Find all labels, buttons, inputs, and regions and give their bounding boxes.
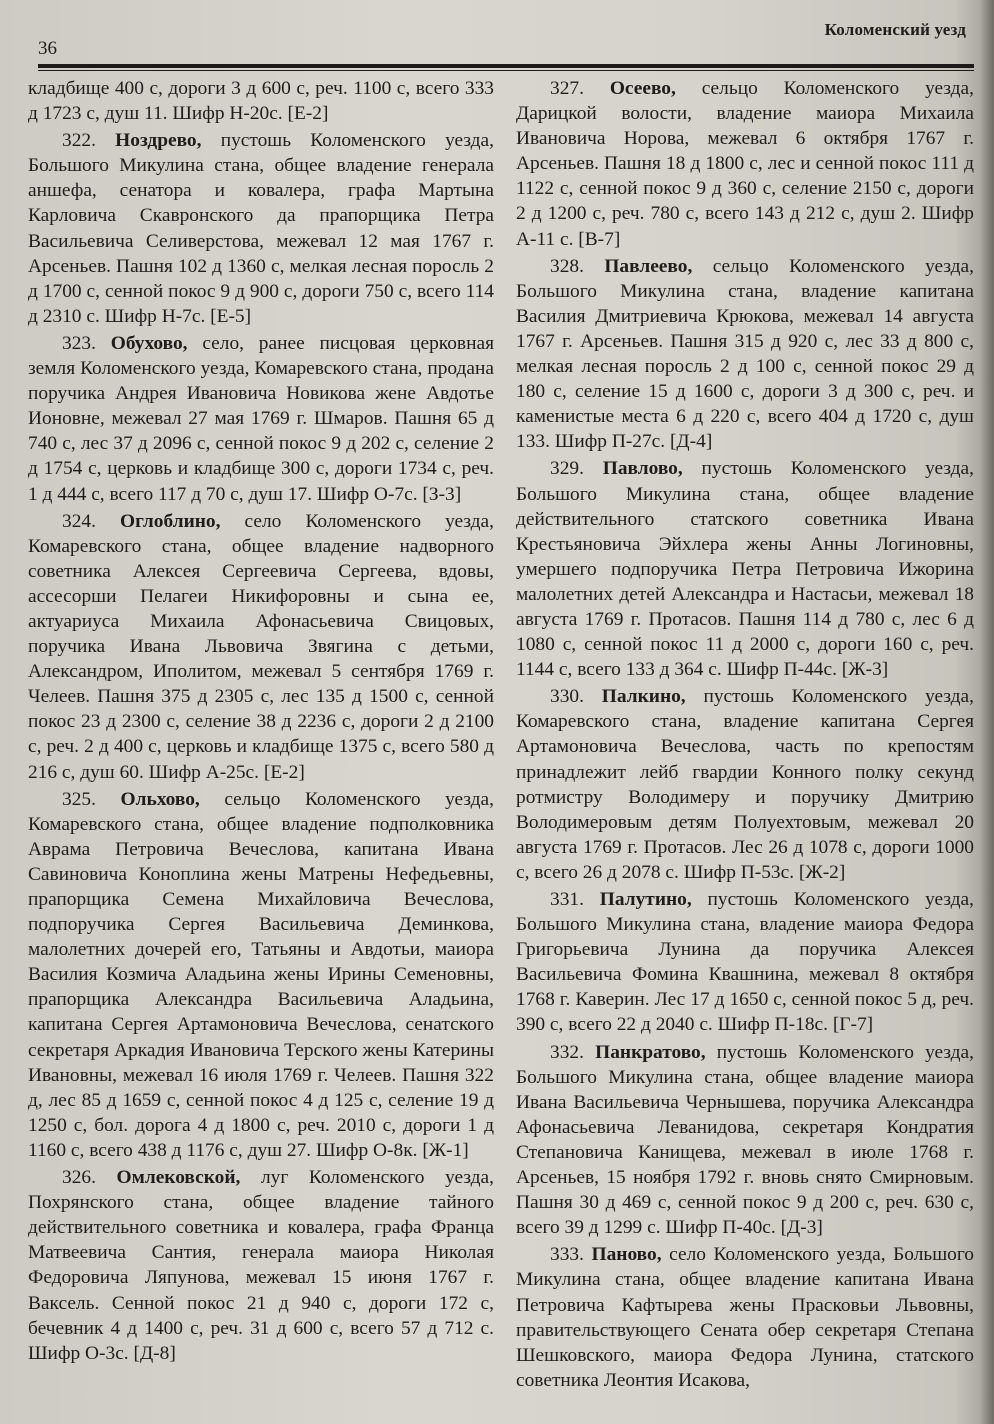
entry: [516, 1040, 974, 1241]
entry-number: 330.: [550, 686, 584, 708]
entry: [516, 254, 974, 455]
entry-place-name: Палкино,: [601, 686, 686, 708]
page-binding-shadow: [980, 0, 994, 1424]
entry-text: луг Коломенского уезда, Похрянского стана, общее владение тайного действительного советника и ковалера, графа Франца Матвеевича Сантия, генерала маиора Николая Федоровича Ляпунова, межевал 15 июня 1767 г. Ваксель. Сенной покос 21 д 940 с, дороги 172 с, бечевник 4 д 1400 с, реч. 31 д 600 с, всего 57 д 712 с. Шифр О-3с. [Д-8]: [28, 1167, 494, 1364]
entry-place-name: Ноздрево,: [115, 130, 202, 152]
entry-place-name: Палутино,: [599, 889, 692, 910]
entry-place-name: Павлово,: [602, 458, 683, 480]
entry-number: 326.: [62, 1167, 96, 1189]
header-rule-thick: [38, 64, 974, 68]
entry-text: село, ранее писцовая церковная земля Коломенского уезда, Комаревского стана, продана поручика Андрея Ивановича Новикова жене Авдотье Ионовне, межевал 27 мая 1769 г. Шмаров. Пашня 65 д 740 с, лес 37 д 2096 с, сенной покос 9 д 202 с, селение 2 д 1754 с, церковь и кладбище 300 с, дороги 1734 с, реч. 1 д 444 с, всего 117 д 70 с, душ 17. Шифр О-7с. [З-3]: [28, 332, 494, 505]
entry-place-name: Ольхово,: [120, 788, 200, 810]
entry-place-name: Обухово,: [110, 332, 188, 354]
entry-text: пустошь Коломенского уезда, Большого Микулина стана, владение маиора Федора Григорьевича Лунина да поручика Алексея Васильевича Фомина Квашнина, межевал 8 октября 1768 г. Каверин. Лес 17 д 1650 с, сенной покос 5 д, реч. 390 с, всего 22 д 2040 с. Шифр П-18с. [Г-7]: [516, 889, 974, 1036]
entry-place-name: Осеево,: [609, 78, 676, 99]
entry-number: 333.: [550, 1244, 584, 1266]
entry-number: 325.: [62, 788, 96, 810]
entry-number: 331.: [550, 889, 584, 910]
entry: [516, 1242, 974, 1393]
entry: [28, 76, 494, 126]
entry: [28, 1165, 494, 1366]
entry-number: 332.: [550, 1041, 584, 1063]
header-rule-thin: [38, 70, 974, 71]
entry: [516, 456, 974, 682]
entry: [516, 684, 974, 885]
page-number: 36: [38, 38, 57, 59]
entry: [28, 787, 494, 1163]
entry-text: село Коломенского уезда, Комаревского стана, общее владение надворного советника Алексея Сергеевича Сергеева, вдовы, ассесорши Пелагеи Никифоровны и сына ее, актуариуса Михаила Афонасьевича Свицовых, поручика Ивана Львовича Звягина с детьми, Александром, Иполитом, межевал 5 сентября 1769 г. Челеев. Пашня 375 д 2305 с, лес 135 д 1500 с, сенной покос 23 д 2300 с, селение 38 д 2236 с, дороги 2 д 2100 с, реч. 2 д 400 с, церковь и кладбище 1375 с, всего 580 д 216 с, душ 60. Шифр А-25с. [Е-2]: [28, 510, 494, 783]
entry: [28, 331, 494, 507]
entry-place-name: Панкратово,: [595, 1041, 706, 1063]
entry-text: пустошь Коломенского уезда, Большого Микулина стана, общее владение действительного статского советника Ивана Крестьяновича Эйхлера жены Анны Логиновны, умершего подпоручика Петра Петровича Ижорина малолетних детей Александра и Настасьи, межевал 18 августа 1769 г. Протасов. Пашня 114 д 780 с, лес 6 д 1080 с, сенной покос 11 д 2000 с, дороги 160 с, реч. 1144 с, всего 133 д 364 с. Шифр П-44с. [Ж-3]: [516, 458, 974, 681]
running-head: Коломенский уезд: [824, 20, 966, 39]
entry-text: пустошь Коломенского уезда, Комаревского стана, владение капитана Сергея Артамоновича Вечеслова, часть по крепостям принадлежит лейб гвардии Конного полку секунд ротмистру Володимеру и поручику Дмитрию Володимеровым детям Полуехтовым, межевал 20 августа 1769 г. Протасов. Лес 26 д 1078 с, дороги 1000 с, всего 26 д 2078 с. Шифр П-53с. [Ж-2]: [516, 686, 974, 883]
right-column: [516, 76, 974, 1395]
entry: [516, 76, 974, 252]
entry-number: 327.: [550, 78, 584, 99]
entry-number: 329.: [550, 458, 584, 480]
entry-text: село Коломенского уезда, Большого Микулина стана, общее владение капитана Ивана Петровича Кафтырева жены Прасковьи Львовны, правительствующего Сената обер секретаря Степана Шешковского, маиора Федора Лунина, статского советника Леонтия Исакова,: [516, 1244, 975, 1391]
entry-text: пустошь Коломенского уезда, Большого Микулина стана, общее владение маиора Ивана Васильевича Чернышева, поручика Александра Афонасьевича Леванидова, секретаря Кондратия Степановича Канищева, межевал в июле 1768 г. Арсеньев, 15 ноября 1792 г. вновь снято Смирновым. Пашня 30 д 469 с, сенной покос 9 д 200 с, реч. 630 с, всего 39 д 1299 с. Шифр П-40с. [Д-3]: [516, 1041, 974, 1239]
entry-text: сельцо Коломенского уезда, Комаревского стана, общее владение подполковника Аврама Петровича Вечеслова, капитана Ивана Савиновича Коноплина жены Матрены Нефедьевны, прапорщика Семена Михайловича Вечеслова, подпоручика Сергея Васильевича Деминкова, малолетних дочерей его, Татьяны и Авдотьи, маиора Василия Козмича Аладьина жены Ирины Семеновны, прапорщика Александра Васильевича Аладьина, капитана Сергея Артамоновича Вечеслова, сенатского секретаря Аркадия Ивановича Терского жены Катерины Ивановны, межевал 16 июля 1769 г. Челеев. Пашня 322 д, лес 85 д 1659 с, сенной покос 4 д 125 с, селение 19 д 1250 с, бол. дорога 4 д 1800 с, реч. 2010 с, дороги 1 д 1160 с, всего 438 д 1176 с, душ 27. Шифр О-8к. [Ж-1]: [28, 788, 494, 1161]
entry-place-name: Павлеево,: [604, 255, 693, 277]
entry-number: 324.: [62, 510, 96, 532]
entry: [28, 509, 494, 785]
entry: [28, 128, 494, 329]
entry-place-name: Паново,: [591, 1244, 662, 1266]
entry-place-name: Омлековской,: [116, 1167, 241, 1189]
entry-number: 322.: [62, 130, 96, 152]
entry-number: 323.: [62, 332, 96, 354]
left-column: [28, 76, 494, 1368]
entry-text: сельцо Коломенского уезда, Дарицкой волости, владение маиора Михаила Ивановича Норова, межевал 6 октября 1767 г. Арсеньев. Пашня 18 д 1800 с, лес и сенной покос 111 д 1122 с, сенной покос 9 д 360 с, селение 2150 с, дороги 2 д 1200 с, реч. 780 с, всего 143 д 212 с, душ 2. Шифр А-11 с. [В-7]: [516, 78, 974, 250]
entry-number: 328.: [550, 255, 584, 277]
entry-place-name: Оглоблино,: [120, 510, 221, 532]
entry-text: кладбище 400 с, дороги 3 д 600 с, реч. 1100 с, всего 333 д 1723 с, душ 11. Шифр Н-20с. [Е-2]: [28, 78, 494, 125]
entry-text: пустошь Коломенского уезда, Большого Микулина стана, общее владение генерала аншефа, сенатора и ковалера, графа Мартына Карловича Скавронского да прапорщика Петра Васильевича Селиверстова, межевал 12 мая 1767 г. Арсеньев. Пашня 102 д 1360 с, мелкая лесная поросль 2 д 1700 с, сенной покос 9 д 900 с, дороги 750 с, всего 114 д 2310 с. Шифр Н-7с. [Е-5]: [28, 130, 494, 327]
entry-text: сельцо Коломенского уезда, Большого Микулина стана, владение капитана Василия Дмитриевича Крюкова, межевал 14 августа 1767 г. Арсеньев. Пашня 315 д 920 с, лес 33 д 800 с, мелкая лесная поросль 2 д 100 с, сенной покос 29 д 180 с, селение 15 д 1600 с, дороги 3 д 300 с, реч. и каменистые места 6 д 220 с, всего 404 д 1720 с, душ 133. Шифр П-27с. [Д-4]: [516, 255, 974, 453]
entry: [516, 887, 974, 1038]
